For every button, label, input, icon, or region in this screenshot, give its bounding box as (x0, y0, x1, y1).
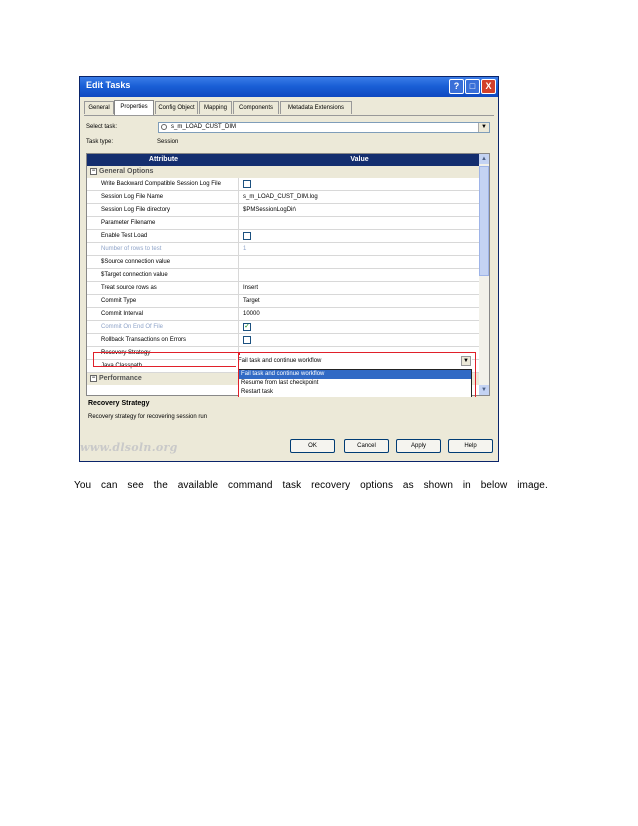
caption-text: You can see the available command task recovery options as shown in below image. (74, 480, 548, 491)
tab-general[interactable]: General (84, 101, 114, 114)
table-row[interactable] (87, 282, 479, 295)
tab-metadata-extensions[interactable]: Metadata Extensions (280, 101, 352, 114)
select-task-label: Select task: (86, 124, 118, 130)
row-value[interactable]: Target (243, 298, 260, 304)
table-row[interactable] (87, 321, 479, 334)
window-title: Edit Tasks (86, 80, 131, 90)
description-text: Recovery strategy for recovering session run (88, 414, 208, 420)
row-value[interactable] (240, 256, 479, 268)
maximize-icon[interactable]: □ (465, 79, 480, 94)
recovery-value-highlight (238, 352, 476, 400)
table-row[interactable] (87, 230, 479, 243)
value-column-header[interactable]: Value (350, 156, 369, 163)
scroll-thumb[interactable] (479, 166, 489, 276)
session-icon (161, 124, 167, 130)
select-task-dropdown[interactable] (158, 122, 490, 133)
collapse-icon[interactable]: − (91, 374, 96, 381)
apply-button[interactable]: Apply (396, 439, 441, 453)
tab-mapping[interactable]: Mapping (199, 101, 232, 114)
table-row[interactable] (87, 334, 479, 347)
grid-header (87, 154, 479, 166)
table-row[interactable] (87, 178, 479, 191)
row-attribute: Enable Test Load (87, 230, 239, 242)
help-icon[interactable]: ? (449, 79, 464, 94)
commit-eof-checkbox[interactable]: ✓ (244, 323, 250, 330)
group-general-options[interactable] (87, 166, 479, 178)
chevron-down-icon[interactable]: ▼ (478, 123, 489, 132)
recovery-strategy-value: Fail task and continue workflow (238, 358, 322, 364)
scroll-down-icon[interactable]: ▼ (479, 385, 489, 395)
close-icon[interactable]: X (481, 79, 496, 94)
row-attribute: Session Log File directory (87, 204, 239, 216)
task-type-value: Session (154, 137, 294, 148)
table-row[interactable] (87, 269, 479, 282)
ok-button[interactable]: OK (290, 439, 335, 453)
description-title: Recovery Strategy (88, 400, 150, 407)
edit-tasks-dialog (79, 76, 499, 462)
option-fail-task[interactable]: Fail task and continue workflow (239, 370, 471, 379)
row-attribute: Parameter Filename (87, 217, 239, 229)
row-value[interactable] (240, 217, 479, 229)
row-value[interactable]: 10000 (243, 311, 260, 317)
row-attribute: Java Classpath (87, 360, 239, 372)
tab-components[interactable]: Components (233, 101, 279, 114)
row-attribute: Commit Type (87, 295, 239, 307)
task-type-label: Task type: (86, 139, 114, 145)
table-row[interactable] (87, 191, 479, 204)
row-attribute: Recovery Strategy (87, 347, 239, 359)
table-row[interactable] (87, 308, 479, 321)
collapse-icon[interactable]: − (91, 167, 96, 174)
table-row[interactable] (87, 295, 479, 308)
table-row[interactable] (87, 217, 479, 230)
tab-properties[interactable]: Properties (114, 100, 154, 115)
row-value[interactable] (240, 269, 479, 281)
row-value[interactable]: $PMSessionLogDir\ (243, 207, 297, 213)
enable-test-load-checkbox[interactable] (243, 232, 251, 240)
help-button[interactable]: Help (448, 439, 493, 453)
row-attribute: Session Log File Name (87, 191, 239, 203)
title-bar[interactable] (80, 77, 498, 97)
description-panel (86, 397, 490, 430)
option-resume-checkpoint[interactable]: Resume from last checkpoint (241, 380, 319, 386)
recovery-label-highlight (93, 352, 240, 367)
option-restart-task[interactable]: Restart task (241, 389, 274, 395)
group-general-label: General Options (99, 168, 154, 175)
attribute-column-header[interactable]: Attribute (148, 156, 179, 163)
row-attribute: $Target connection value (87, 269, 239, 281)
chevron-down-icon[interactable]: ▼ (461, 356, 471, 366)
tab-strip (84, 101, 494, 115)
grid-scrollbar[interactable] (479, 154, 489, 395)
row-value: 1 (243, 246, 247, 252)
group-performance-label: Performance (99, 375, 142, 382)
row-value[interactable]: s_m_LOAD_CUST_DIM.log (243, 194, 318, 200)
select-task-value: s_m_LOAD_CUST_DIM (171, 124, 237, 130)
rollback-checkbox[interactable] (243, 336, 251, 344)
table-row[interactable] (87, 243, 479, 256)
row-attribute: Write Backward Compatible Session Log File (87, 178, 239, 190)
row-attribute: Rollback Transactions on Errors (87, 334, 239, 346)
tab-divider (84, 115, 494, 116)
row-attribute: Commit Interval (87, 308, 239, 320)
tab-config-object[interactable]: Config Object (155, 101, 198, 114)
row-attribute: Number of rows to test (87, 243, 239, 255)
watermark: www.dlsoln.org (80, 441, 178, 454)
row-attribute: $Source connection value (87, 256, 239, 268)
table-row[interactable] (87, 256, 479, 269)
table-row[interactable] (87, 204, 479, 217)
write-backward-checkbox[interactable] (243, 180, 251, 188)
scroll-up-icon[interactable]: ▲ (479, 154, 489, 164)
row-attribute: Commit On End Of File (87, 321, 239, 333)
cancel-button[interactable]: Cancel (344, 439, 389, 453)
row-value[interactable]: Insert (243, 285, 259, 291)
row-attribute: Treat source rows as (87, 282, 239, 294)
